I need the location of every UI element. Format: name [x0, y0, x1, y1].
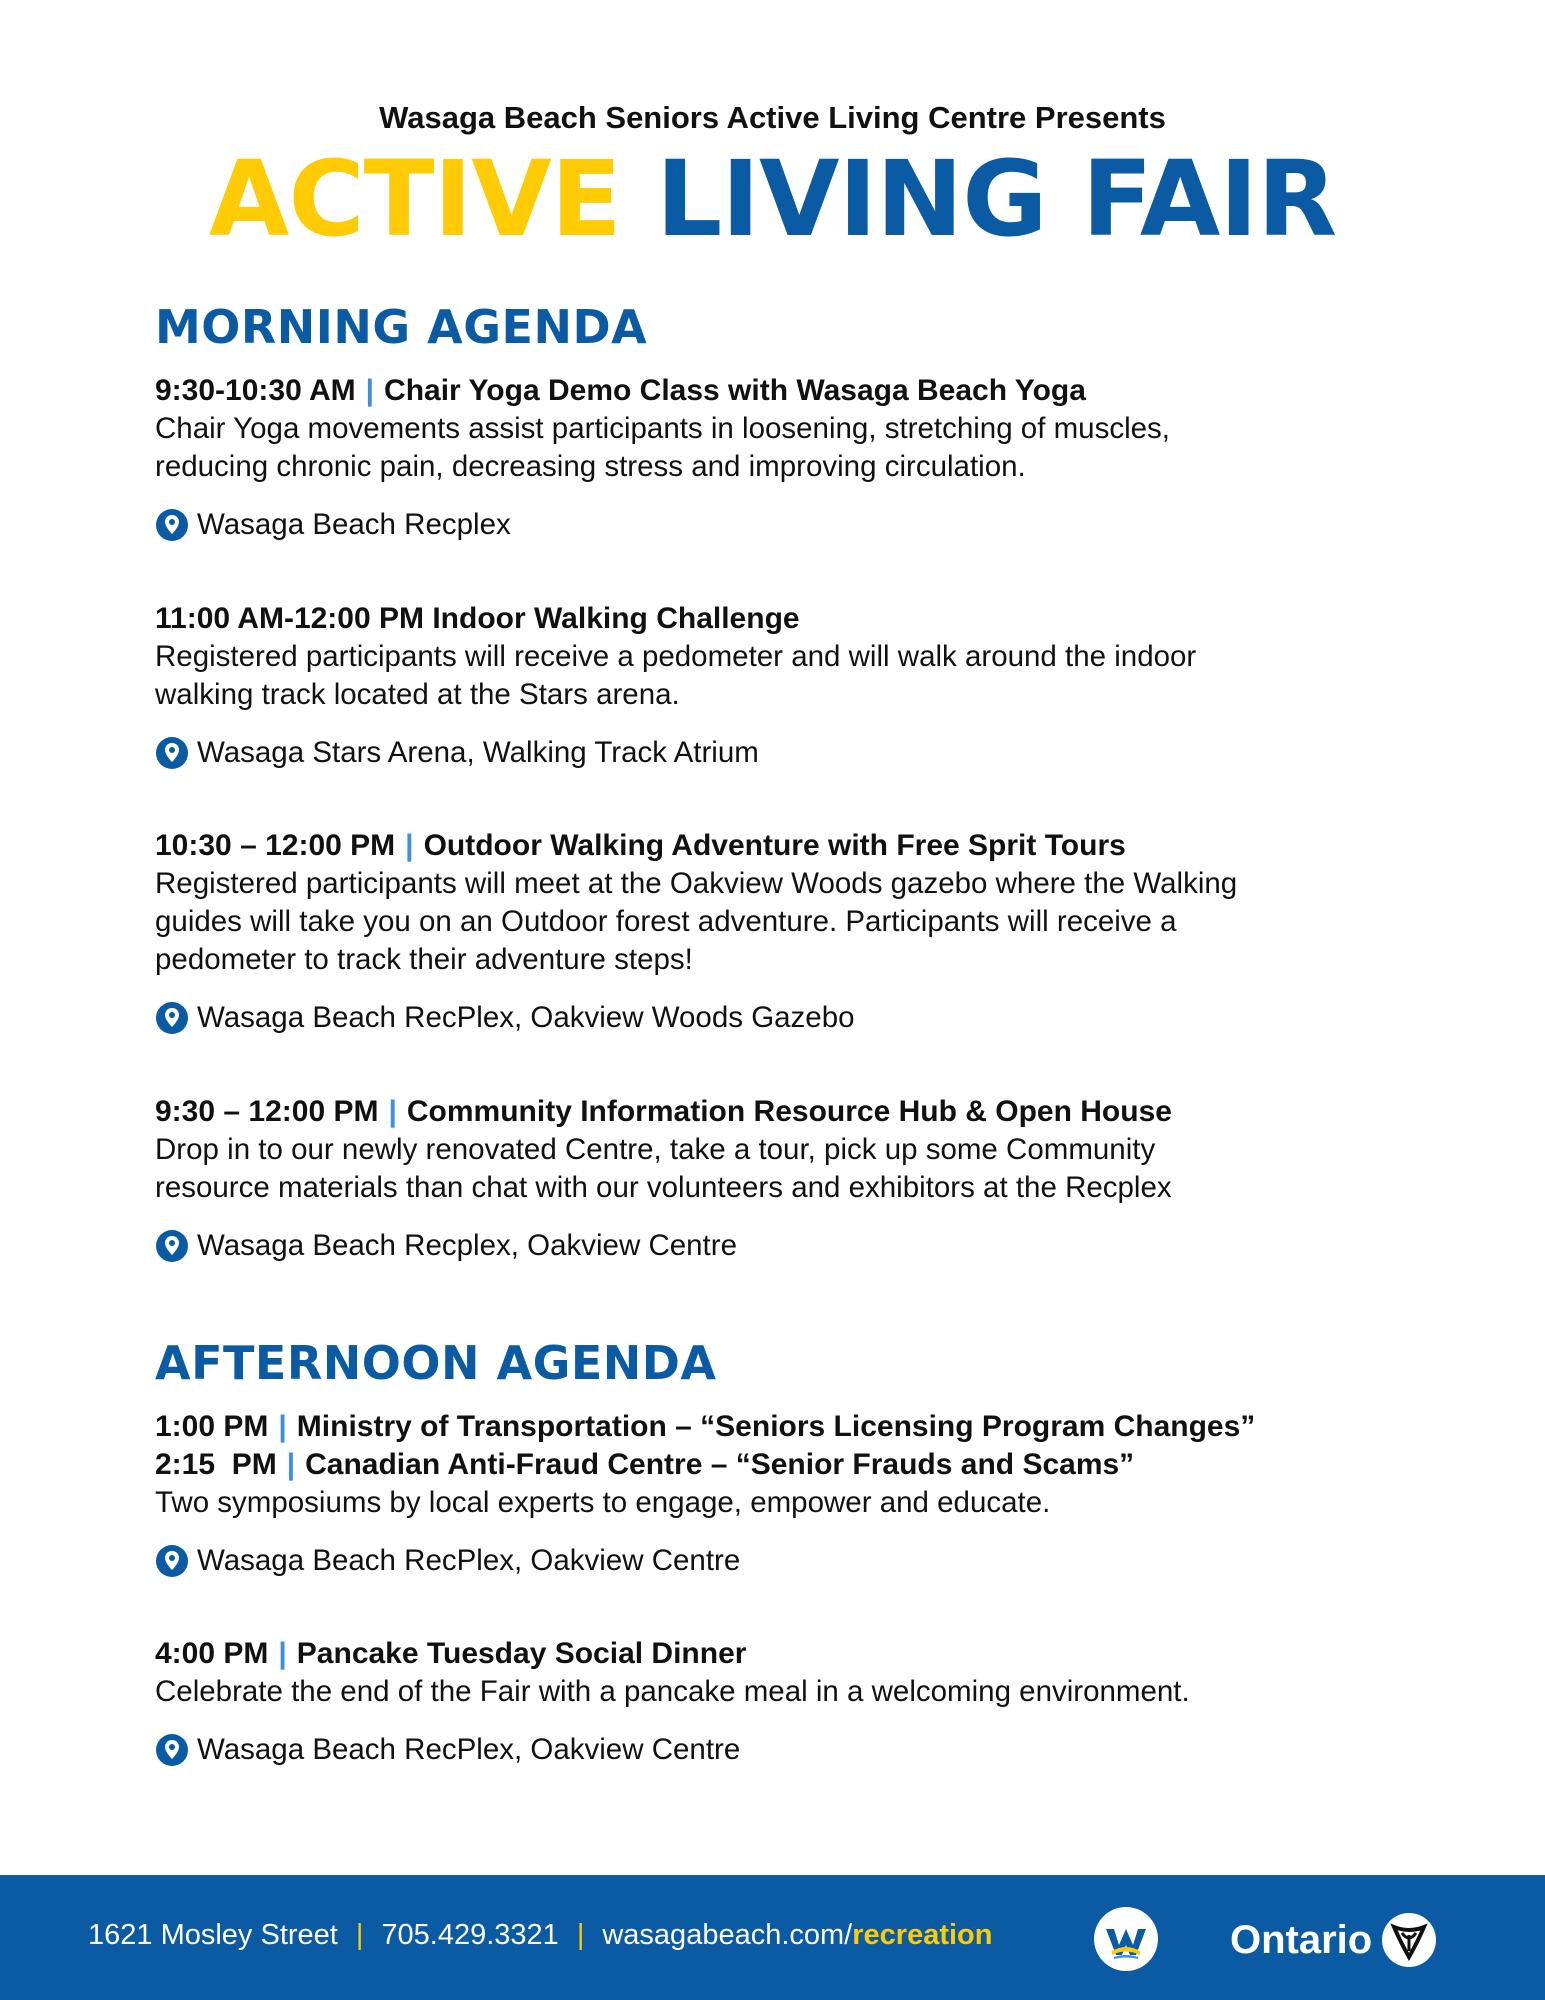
footer-separator: | [576, 1919, 585, 1951]
ontario-wordmark: Ontario [1230, 1917, 1373, 1962]
event-time: 1:00 PM [155, 1410, 269, 1443]
desc-line: resource materials than chat with our volunteers and exhibitors at the Recplex [155, 1171, 1172, 1204]
location-pin-icon [155, 1001, 189, 1035]
separator: | [286, 1448, 296, 1481]
event-location [155, 1542, 1395, 1580]
event-description [155, 1131, 1395, 1207]
event-title: Outdoor Walking Adventure with Free Sprit Tours [423, 829, 1126, 862]
footer-website-link[interactable] [602, 1919, 992, 1951]
title-word-active: ACTIVE [208, 138, 621, 260]
separator: | [405, 829, 414, 862]
morning-agenda-heading: MORNING AGENDA [155, 300, 648, 354]
event-title: Ministry of Transportation – “Seniors Licensing Program Changes” [296, 1410, 1256, 1443]
location-pin-icon [155, 1544, 189, 1578]
event-description [155, 865, 1395, 979]
ontario-logo [1230, 1911, 1438, 1969]
event-symposiums [155, 1408, 1395, 1580]
location-pin-icon [155, 1229, 189, 1263]
event-title: Pancake Tuesday Social Dinner [296, 1637, 747, 1670]
location-pin-icon [155, 736, 189, 770]
ontario-trillium-icon [1380, 1911, 1438, 1969]
footer-phone: 705.429.3321 [381, 1919, 559, 1951]
footer-contact [88, 1919, 992, 1952]
event-location [155, 734, 1395, 772]
footer-address: 1621 Mosley Street [88, 1919, 338, 1951]
event-heading [155, 1446, 1395, 1484]
location-text: Wasaga Beach Recplex, Oakview Centre [197, 1229, 737, 1262]
event-time: 9:30-10:30 AM [155, 374, 356, 407]
footer-url-base: wasagabeach.com/ [602, 1919, 853, 1951]
event-heading [155, 1635, 1395, 1673]
location-text: Wasaga Beach RecPlex, Oakview Woods Gazebo [197, 1001, 855, 1034]
desc-line: Registered participants will receive a pedometer and will walk around the indoor [155, 640, 1197, 673]
event-heading: 11:00 AM-12:00 PM Indoor Walking Challenge [155, 602, 800, 635]
location-text: Wasaga Beach Recplex [197, 508, 511, 541]
event-time: 10:30 – 12:00 PM [155, 829, 396, 862]
desc-line: guides will take you on an Outdoor forest adventure. Participants will receive a [155, 905, 1177, 938]
event-title: Canadian Anti-Fraud Centre – “Senior Frauds and Scams” [305, 1448, 1135, 1481]
event-location [155, 1731, 1395, 1769]
event-title: Chair Yoga Demo Class with Wasaga Beach Yoga [384, 374, 1086, 407]
event-location [155, 999, 1395, 1037]
desc-line: Chair Yoga movements assist participants in loosening, stretching of muscles, [155, 412, 1170, 445]
desc-line: Registered participants will meet at the Oakview Woods gazebo where the Walking [155, 867, 1238, 900]
location-pin-icon [155, 508, 189, 542]
footer-bar [0, 1875, 1545, 2000]
location-pin-icon [155, 1733, 189, 1767]
event-heading [155, 372, 1395, 410]
location-text: Wasaga Stars Arena, Walking Track Atrium [197, 736, 759, 769]
title-word-living-fair: LIVING FAIR [656, 138, 1337, 260]
footer-separator: | [355, 1919, 364, 1951]
wasaga-beach-logo-icon [1094, 1907, 1158, 1971]
desc-line: Drop in to our newly renovated Centre, take a tour, pick up some Community [155, 1133, 1156, 1166]
event-description: Two symposiums by local experts to engage, empower and educate. [155, 1486, 1051, 1519]
afternoon-agenda-heading: AFTERNOON AGENDA [155, 1336, 717, 1390]
event-title: Community Information Resource Hub & Open House [406, 1095, 1172, 1128]
event-time: 2:15 PM [155, 1448, 277, 1481]
separator: | [388, 1095, 397, 1128]
event-outdoor-walking [155, 827, 1395, 1037]
event-location [155, 1227, 1395, 1265]
desc-line: walking track located at the Stars arena. [155, 678, 680, 711]
desc-line: pedometer to track their adventure steps! [155, 943, 693, 976]
event-heading [155, 1093, 1395, 1131]
wasaga-beach-logo-graphic [1094, 1907, 1158, 1971]
event-description [155, 638, 1395, 714]
event-heading [155, 827, 1395, 865]
location-text: Wasaga Beach RecPlex, Oakview Centre [197, 1733, 741, 1766]
event-indoor-walking [155, 600, 1395, 772]
separator: | [365, 374, 375, 407]
event-location [155, 506, 1395, 544]
event-time: 9:30 – 12:00 PM [155, 1095, 379, 1128]
event-description: Celebrate the end of the Fair with a pancake meal in a welcoming environment. [155, 1675, 1190, 1708]
event-time: 4:00 PM [155, 1637, 269, 1670]
separator: | [278, 1637, 287, 1670]
event-pancake-dinner [155, 1635, 1395, 1769]
separator: | [278, 1410, 287, 1443]
event-heading [155, 1408, 1395, 1446]
footer-url-highlight: recreation [852, 1919, 993, 1951]
event-chair-yoga [155, 372, 1395, 544]
main-title [0, 138, 1545, 260]
event-description [155, 410, 1395, 486]
event-resource-hub [155, 1093, 1395, 1265]
presents-line: Wasaga Beach Seniors Active Living Centre Presents [379, 100, 1166, 135]
desc-line: reducing chronic pain, decreasing stress and improving circulation. [155, 450, 1026, 483]
location-text: Wasaga Beach RecPlex, Oakview Centre [197, 1544, 741, 1577]
